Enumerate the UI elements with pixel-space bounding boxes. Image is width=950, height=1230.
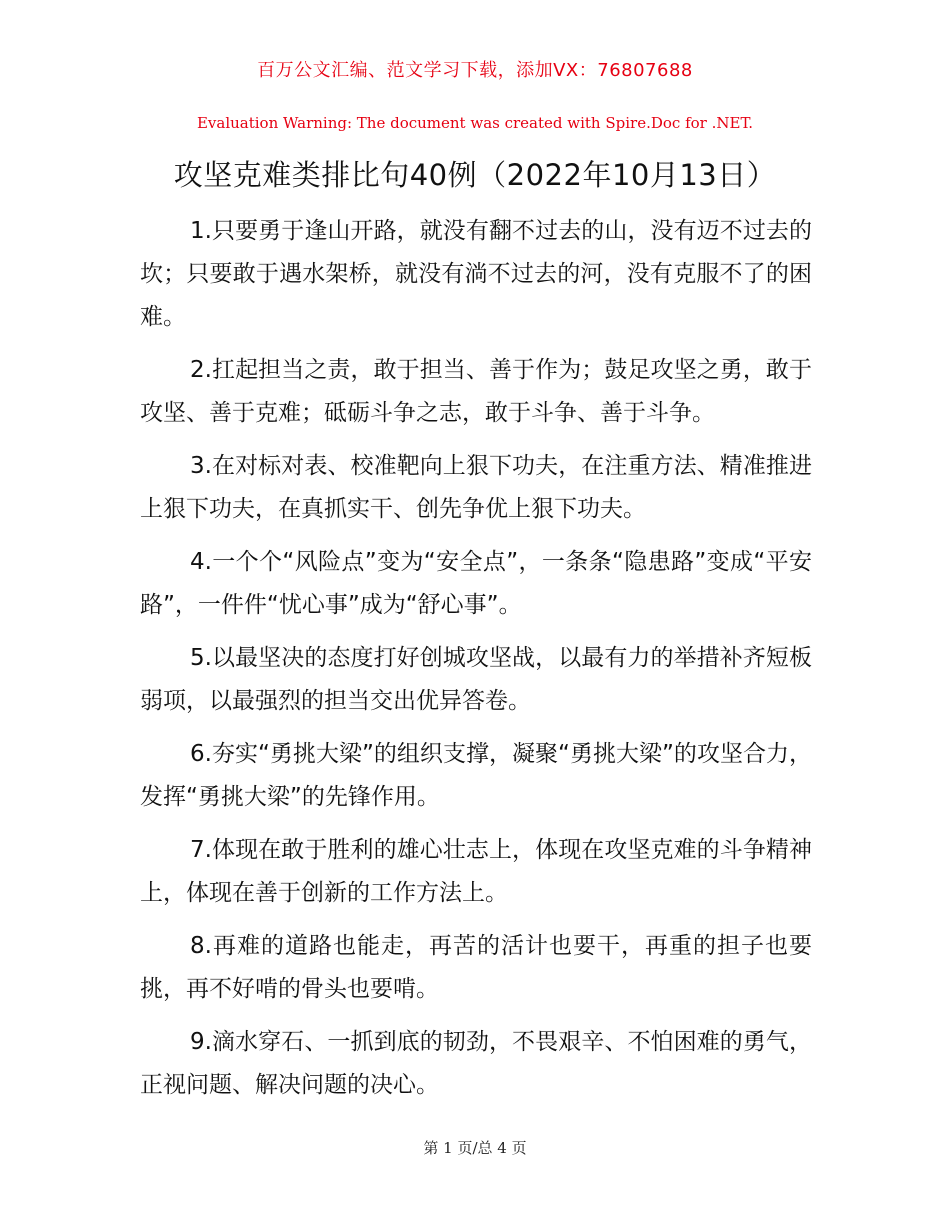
paragraph-3: 3.在对标对表、校准靶向上狠下功夫，在注重方法、精准推进上狠下功夫，在真抓实干、创先争优上狠下功夫。 bbox=[140, 453, 812, 522]
paragraph-9: 9.滴水穿石、一抓到底的韧劲，不畏艰辛、不怕困难的勇气，正视问题、解决问题的决心。 bbox=[140, 1029, 812, 1098]
document-title: 攻坚克难类排比句40例（2022年10月13日） bbox=[173, 158, 777, 192]
paragraph-6: 6.夯实“勇挑大梁”的组织支撑，凝聚“勇挑大梁”的攻坚合力，发挥“勇挑大梁”的先锋作用。 bbox=[140, 741, 812, 810]
promo-banner: 百万公文汇编、范文学习下载，添加VX：76807688 bbox=[257, 60, 693, 81]
paragraph-7: 7.体现在敢于胜利的雄心壮志上，体现在攻坚克难的斗争精神上，体现在善于创新的工作方法上。 bbox=[140, 837, 812, 906]
paragraph-2: 2.扛起担当之责，敢于担当、善于作为；鼓足攻坚之勇，敢于攻坚、善于克难；砥砺斗争之志，敢于斗争、善于斗争。 bbox=[140, 357, 812, 426]
paragraph-8: 8.再难的道路也能走，再苦的活计也要干，再重的担子也要挑，再不好啃的骨头也要啃。 bbox=[140, 933, 812, 1002]
paragraph-4: 4.一个个“风险点”变为“安全点”，一条条“隐患路”变成“平安路”，一件件“忧心事”成为“舒心事”。 bbox=[140, 549, 812, 618]
evaluation-warning: Evaluation Warning: The document was created with Spire.Doc for .NET. bbox=[196, 114, 754, 132]
document-body bbox=[140, 210, 812, 1117]
paragraph-1: 1.只要勇于逢山开路，就没有翻不过去的山，没有迈不过去的坎；只要敢于遇水架桥，就没有淌不过去的河，没有克服不了的困难。 bbox=[140, 218, 812, 330]
paragraph-5: 5.以最坚决的态度打好创城攻坚战，以最有力的举措补齐短板弱项，以最强烈的担当交出优异答卷。 bbox=[140, 645, 812, 714]
page-footer: 第 1 页/总 4 页 bbox=[423, 1139, 527, 1157]
